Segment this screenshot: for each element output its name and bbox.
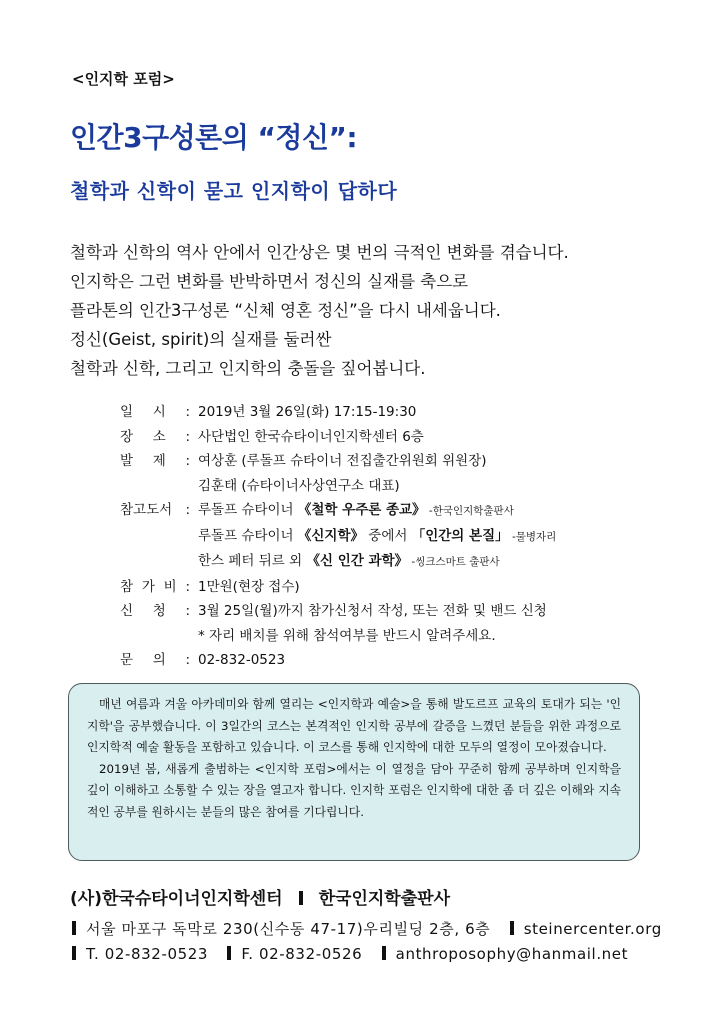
apply-note: * 자리 배치를 위해 참석여부를 반드시 알려주세요. bbox=[198, 627, 496, 644]
forum-tag: <인지학 포럼> bbox=[72, 70, 175, 88]
info-label: 참 가 비 : bbox=[120, 578, 190, 595]
info-label: 일 시 : bbox=[120, 404, 190, 420]
apply-info: 3월 25일(월)까지 참가신청서 작성, 또는 전화 및 밴드 신청 bbox=[198, 603, 547, 619]
divider-bar bbox=[382, 946, 386, 960]
reference-book-1: 루돌프 슈타이너 《철학 우주론 종교》 -한국인지학출판사 bbox=[198, 502, 514, 518]
notice-paragraph: 매년 여름과 겨울 아카데미와 함께 열리는 <인지학과 예술>을 통해 발도르프 교육의 토대가 되는 '인지학'을 공부했습니다. 이 3일간의 코스는 본격적인 인지학 공부에 갈증을 느꼈던 분들을 위한 과정으로 인지학적 예술 활동을 포함하고 있습니다. 이 코스를 통해 인지학에 대한 모두의 열정이 모아졌습니다. bbox=[87, 697, 621, 754]
footer-line-1 bbox=[72, 918, 662, 939]
intro-line: 플라톤의 인간3구성론 “신체 영혼 정신”을 다시 내세웁니다. bbox=[70, 301, 501, 320]
info-label-empty bbox=[120, 474, 198, 499]
info-label-empty bbox=[120, 549, 198, 575]
info-apply-row bbox=[120, 599, 680, 624]
page-subtitle: 철학과 신학이 묻고 인지학이 답하다 bbox=[70, 179, 398, 203]
footer-email[interactable]: anthroposophy@hanmail.net bbox=[395, 945, 629, 963]
info-label: 발 제 : bbox=[120, 453, 190, 469]
org-name-publisher: 한국인지학출판사 bbox=[318, 889, 450, 909]
intro-text bbox=[70, 238, 670, 383]
divider-bar bbox=[72, 921, 76, 935]
intro-line: 정신(Geist, spirit)의 실재를 둘러싼 bbox=[70, 330, 332, 349]
notice-paragraph: 2019년 봄, 새롭게 출범하는 <인지학 포럼>에서는 이 열정을 담아 꾸준히 함께 공부하며 인지학을 깊이 이해하고 소통할 수 있는 장을 열고자 합니다. 인지학 포럼은 인지학에 대한 좀 더 깊은 이해와 지속적인 공부를 원하시는 분들의 많은 참여를 기다립니다. bbox=[87, 761, 621, 819]
info-date-row bbox=[120, 400, 680, 425]
reference-book-2: 루돌프 슈타이너 《신지학》 중에서 「인간의 본질」 -물병자리 bbox=[198, 527, 557, 544]
info-apply-row-2 bbox=[120, 624, 680, 649]
info-label: 참고도서 : bbox=[120, 502, 190, 518]
event-fee: 1만원(현장 접수) bbox=[198, 578, 300, 595]
reference-book-3: 한스 페터 뒤르 외 《신 인간 과학》 -씽크스마트 출판사 bbox=[198, 553, 500, 569]
divider-bar bbox=[299, 891, 303, 905]
contact-phone: 02-832-0523 bbox=[198, 652, 286, 668]
info-label-empty bbox=[120, 524, 198, 550]
info-refs-row bbox=[120, 498, 680, 524]
info-presenter-row bbox=[120, 449, 680, 474]
event-date: 2019년 3월 26일(화) 17:15-19:30 bbox=[198, 404, 417, 420]
info-label: 문 의 : bbox=[120, 652, 190, 668]
presenter-1: 여상훈 (루돌프 슈타이너 전집출간위원회 위원장) bbox=[198, 453, 487, 469]
event-info bbox=[120, 400, 680, 673]
info-place-row bbox=[120, 425, 680, 450]
info-label-empty bbox=[120, 624, 198, 649]
divider-bar bbox=[72, 946, 76, 960]
notice-box bbox=[68, 683, 640, 861]
organization-names bbox=[70, 884, 450, 909]
footer-address: 서울 마포구 독막로 230(신수동 47-17)우리빌딩 2층, 6층 bbox=[86, 920, 491, 938]
info-refs-row-2 bbox=[120, 524, 680, 550]
info-fee-row bbox=[120, 575, 680, 600]
divider-bar bbox=[510, 921, 514, 935]
presenter-2: 김훈태 (슈타이너사상연구소 대표) bbox=[198, 477, 400, 494]
footer-website[interactable]: steinercenter.org bbox=[523, 920, 662, 938]
info-presenter-row-2 bbox=[120, 474, 680, 499]
intro-line: 철학과 신학의 역사 안에서 인간상은 몇 번의 극적인 변화를 겪습니다. bbox=[70, 243, 569, 262]
info-label: 장 소 : bbox=[120, 428, 190, 445]
page-title: 인간3구성론의 “정신”: bbox=[70, 121, 358, 154]
info-contact-row bbox=[120, 648, 680, 673]
intro-line: 인지학은 그런 변화를 반박하면서 정신의 실재를 축으로 bbox=[70, 272, 469, 291]
info-refs-row-3 bbox=[120, 549, 680, 575]
org-name-center: (사)한국슈타이너인지학센터 bbox=[70, 889, 283, 909]
info-label: 신 청 : bbox=[120, 603, 190, 619]
event-place: 사단법인 한국슈타이너인지학센터 6층 bbox=[198, 428, 424, 445]
intro-line: 철학과 신학, 그리고 인지학의 충돌을 짚어봅니다. bbox=[70, 359, 426, 378]
footer-line-2 bbox=[72, 945, 628, 963]
footer-fax: F. 02-832-0526 bbox=[241, 945, 363, 963]
divider-bar bbox=[227, 946, 231, 960]
footer-tel: T. 02-832-0523 bbox=[86, 945, 209, 963]
